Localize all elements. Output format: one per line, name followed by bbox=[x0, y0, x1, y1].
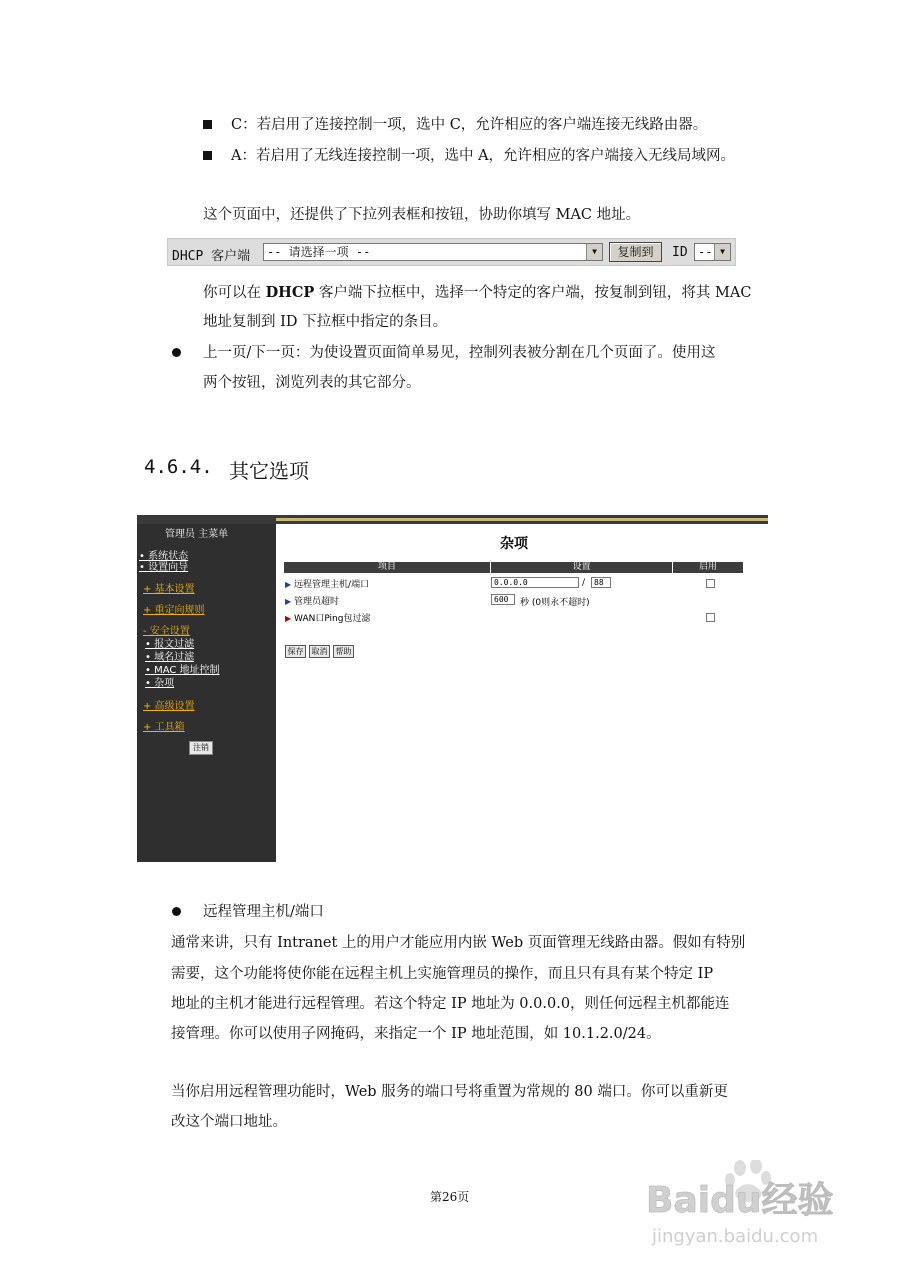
para-mac-helper: 这个页面中，还提供了下拉列表框和按钮，协助你填写 MAC 地址。 bbox=[203, 207, 641, 223]
ip-port-separator: / bbox=[582, 578, 586, 588]
id-label: ID bbox=[672, 245, 688, 260]
sidebar-item-domain-filter-label: 域名过滤 bbox=[154, 652, 195, 663]
sidebar-item-packet-filter[interactable]: • 报文过滤 bbox=[145, 639, 195, 650]
round-bullet-icon bbox=[172, 907, 181, 916]
wan-ping-checkbox[interactable] bbox=[706, 613, 715, 622]
square-bullet-icon bbox=[203, 151, 212, 160]
para-remote-line4: 接管理。你可以使用子网掩码，来指定一个 IP 地址范围，如 10.1.2.0/24。 bbox=[171, 1026, 661, 1042]
id-select-value: -- bbox=[698, 245, 713, 259]
dhcp-client-select-value: -- 请选择一项 -- bbox=[267, 245, 371, 259]
bullet-prevnext-line2: 两个按钮，浏览列表的其它部分。 bbox=[203, 375, 421, 391]
remote-ip-input[interactable]: 0.0.0.0 bbox=[491, 577, 579, 588]
save-button[interactable]: 保存 bbox=[285, 645, 306, 658]
watermark-url: jingyan.baidu.com bbox=[652, 1226, 819, 1247]
row-remote-mgmt-label: 远程管理主机/端口 bbox=[294, 580, 370, 590]
watermark-brand: Baidu经验 bbox=[646, 1180, 834, 1221]
id-select[interactable] bbox=[694, 243, 731, 261]
sidebar-group-security[interactable]: - 安全设置 bbox=[143, 626, 190, 637]
sidebar-group-advanced[interactable]: + 高级设置 bbox=[143, 701, 195, 712]
baidu-paw-icon bbox=[640, 1160, 870, 1250]
para-port-line2: 改这个端口地址。 bbox=[171, 1114, 287, 1130]
row-admin-timeout-label: 管理员超时 bbox=[294, 597, 340, 607]
header-enable: 启用 bbox=[673, 562, 743, 573]
row-wan-ping bbox=[285, 611, 370, 624]
para-dhcp-bold: DHCP bbox=[265, 284, 315, 301]
sidebar-item-wizard-label: 设置向导 bbox=[148, 562, 189, 573]
sidebar-item-mac-control-label: MAC 地址控制 bbox=[154, 665, 220, 676]
chevron-down-icon: ▼ bbox=[714, 244, 730, 260]
row-wan-ping-label: WAN口Ping包过滤 bbox=[294, 614, 371, 624]
remote-mgmt-checkbox[interactable] bbox=[706, 579, 715, 588]
row-admin-timeout bbox=[285, 594, 339, 607]
bullet-remote: 远程管理主机/端口 bbox=[203, 904, 324, 920]
section-title: 其它选项 bbox=[229, 459, 309, 483]
para-dhcp-line1 bbox=[203, 283, 751, 303]
dhcp-client-label: DHCP 客户端 bbox=[172, 249, 251, 264]
chevron-down-icon: ▼ bbox=[586, 244, 602, 260]
sidebar-group-redirect[interactable]: + 重定向规则 bbox=[143, 605, 205, 616]
para-remote-line2: 需要，这个功能将使你能在远程主机上实施管理员的操作，而且只有具有某个特定 IP bbox=[171, 966, 714, 982]
sidebar bbox=[137, 524, 276, 862]
header-item: 项目 bbox=[284, 562, 490, 573]
sidebar-group-basic[interactable]: + 基本设置 bbox=[143, 584, 195, 595]
sidebar-item-mac-control[interactable]: • MAC 地址控制 bbox=[145, 665, 220, 676]
sidebar-item-packet-filter-label: 报文过滤 bbox=[154, 639, 195, 650]
timeout-input[interactable]: 600 bbox=[491, 594, 515, 605]
header-setting: 设置 bbox=[491, 562, 672, 573]
row-remote-mgmt bbox=[285, 577, 369, 590]
help-button[interactable]: 帮助 bbox=[333, 645, 354, 658]
sidebar-title: 管理员 主菜单 bbox=[165, 529, 229, 540]
logout-button[interactable]: 注销 bbox=[189, 741, 213, 755]
sidebar-item-domain-filter[interactable]: • 域名过滤 bbox=[145, 652, 195, 663]
sidebar-item-status[interactable]: • 系统状态 bbox=[139, 551, 189, 562]
round-bullet-icon bbox=[172, 348, 181, 357]
router-ui-screenshot bbox=[137, 515, 768, 862]
para-port-line1: 当你启用远程管理功能时，Web 服务的端口号将重置为常规的 80 端口。你可以重新更 bbox=[171, 1084, 728, 1100]
page-title: 杂项 bbox=[500, 536, 528, 552]
page-number: 第26页 bbox=[430, 1190, 470, 1204]
para-remote-line3: 地址的主机才能进行远程管理。若这个特定 IP 地址为 0.0.0.0，则任何远程主机都能连 bbox=[171, 996, 730, 1012]
section-number: 4.6.4. bbox=[144, 456, 213, 478]
bullet-c-text: C：若启用了连接控制一项，选中 C，允许相应的客户端连接无线路由器。 bbox=[231, 117, 708, 133]
sidebar-item-misc[interactable]: • 杂项 bbox=[145, 678, 175, 689]
top-bar-accent bbox=[276, 518, 768, 521]
para-dhcp-rest: 客户端下拉框中，选择一个特定的客户端，按复制到钮，将其 MAC bbox=[314, 285, 752, 301]
cancel-button[interactable]: 取消 bbox=[309, 645, 330, 658]
triangle-right-icon: ▶ bbox=[285, 580, 292, 589]
timeout-note: 秒 (0则永不超时) bbox=[520, 598, 590, 608]
triangle-right-icon: ▶ bbox=[285, 614, 292, 623]
sidebar-item-status-label: 系统状态 bbox=[148, 551, 189, 562]
baidu-watermark-logo bbox=[640, 1160, 870, 1250]
remote-port-input[interactable]: 88 bbox=[591, 577, 611, 588]
dhcp-client-select[interactable] bbox=[263, 243, 603, 261]
bullet-prevnext-line1: 上一页/下一页：为使设置页面简单易见，控制列表被分割在几个页面了。使用这 bbox=[203, 345, 716, 361]
main-panel bbox=[276, 524, 768, 862]
sidebar-item-wizard[interactable]: • 设置向导 bbox=[139, 562, 189, 573]
bullet-a-text: A：若启用了无线连接控制一项，选中 A，允许相应的客户端接入无线局域网。 bbox=[231, 148, 736, 164]
square-bullet-icon bbox=[203, 120, 212, 129]
para-remote-line1: 通常来讲，只有 Intranet 上的用户才能应用内嵌 Web 页面管理无线路由器。假如有特别 bbox=[171, 935, 746, 951]
para-dhcp-prefix: 你可以在 bbox=[203, 285, 266, 301]
para-dhcp-line2: 地址复制到 ID 下拉框中指定的条目。 bbox=[203, 314, 448, 330]
dhcp-client-widget bbox=[167, 238, 736, 266]
copy-to-button[interactable]: 复制到 bbox=[609, 242, 662, 262]
sidebar-group-tools[interactable]: + 工具箱 bbox=[143, 722, 185, 733]
triangle-right-icon: ▶ bbox=[285, 597, 292, 606]
sidebar-item-misc-label: 杂项 bbox=[154, 678, 175, 689]
